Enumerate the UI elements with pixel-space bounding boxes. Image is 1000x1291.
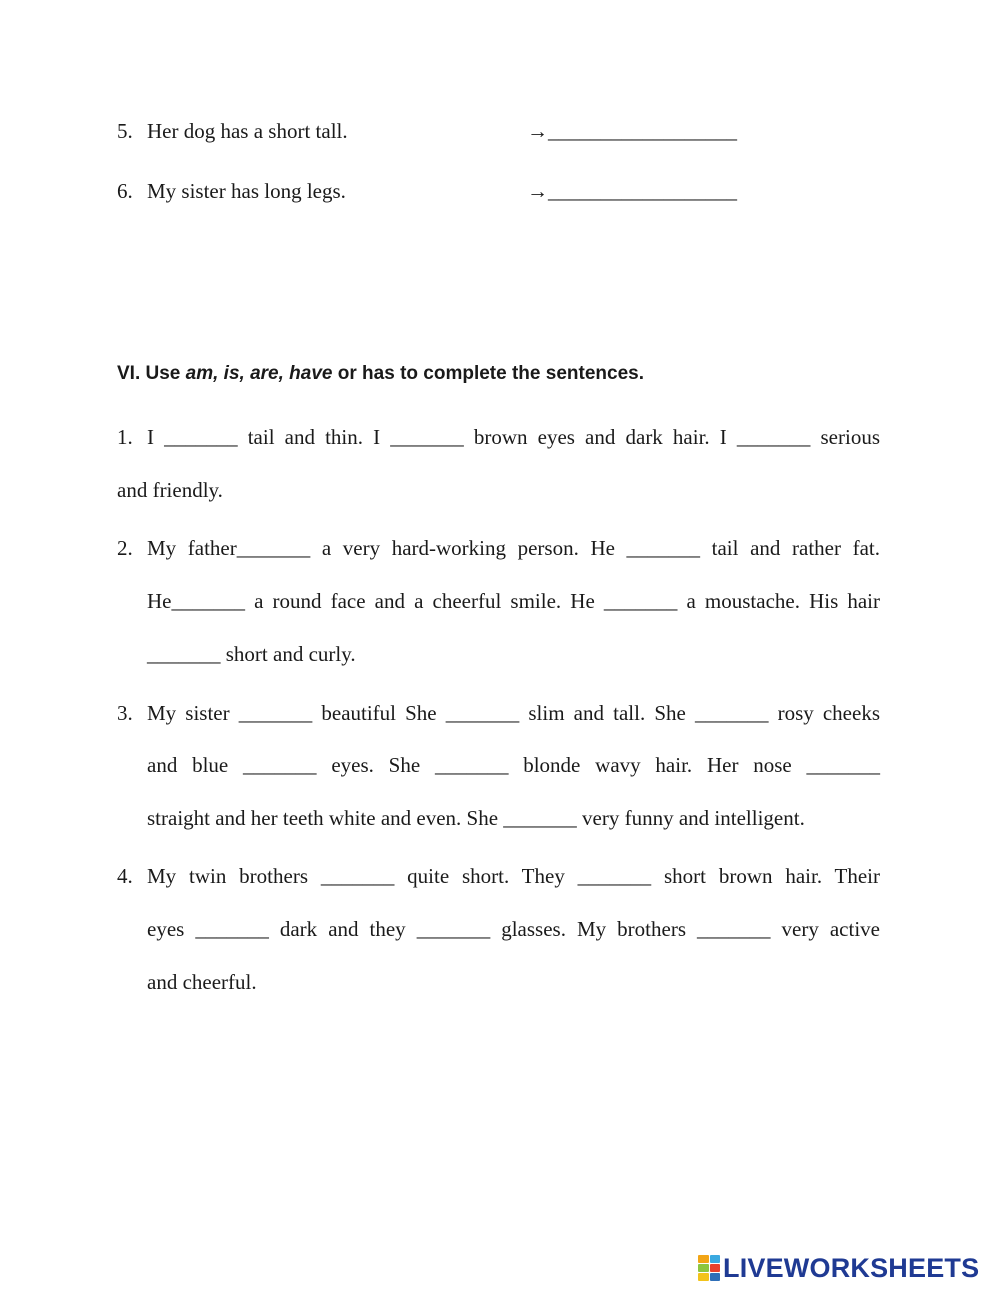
item-text: Her dog has a short tall. [147, 119, 348, 143]
heading-prefix: VI. Use [117, 363, 186, 384]
exercise-line[interactable]: _______ short and curly. [147, 642, 356, 666]
exercise-line[interactable]: My twin brothers _______ quite short. They _______ short brown hair. Their [147, 864, 880, 888]
logo-blocks-icon [698, 1255, 720, 1281]
heading-keyword-has: has [362, 363, 395, 384]
item-text: My sister has long legs. [147, 179, 346, 203]
logo-block [698, 1255, 709, 1263]
logo-block [710, 1255, 721, 1263]
liveworksheets-logo [698, 1253, 979, 1283]
exercise-line[interactable]: eyes _______ dark and they _______ glasses. My brothers _______ very active [147, 917, 880, 941]
item-number: 5. [117, 119, 133, 143]
exercise-line[interactable]: and blue _______ eyes. She _______ blonde wavy hair. Her nose _______ [147, 753, 880, 777]
heading-keywords: am, is, are, have [185, 363, 333, 384]
heading-suffix: to complete the sentences. [394, 363, 644, 384]
exercise-line: and cheerful. [147, 970, 257, 994]
logo-block [710, 1264, 721, 1272]
exercise-number: 2. [117, 536, 133, 560]
exercise-number: 1. [117, 425, 133, 449]
logo-text: LIVEWORKSHEETS [723, 1253, 980, 1283]
answer-blank[interactable]: →__________________ [527, 179, 737, 203]
exercise-number: 3. [117, 701, 133, 725]
exercise-line[interactable]: straight and her teeth white and even. She _______ very funny and intelligent. [147, 806, 805, 830]
answer-blank[interactable]: →__________________ [527, 119, 737, 143]
logo-block [698, 1273, 709, 1281]
logo-block [710, 1273, 721, 1281]
exercise-line[interactable]: My sister _______ beautiful She _______ slim and tall. She _______ rosy cheeks [147, 701, 880, 725]
exercise-line[interactable]: He_______ a round face and a cheerful smile. He _______ a moustache. His hair [147, 589, 880, 613]
logo-block [698, 1264, 709, 1272]
exercise-number: 4. [117, 864, 133, 888]
section-heading [117, 361, 644, 387]
exercise-line[interactable]: My father_______ a very hard-working person. He _______ tail and rather fat. [147, 536, 880, 560]
heading-middle: or [332, 363, 363, 384]
exercise-line: and friendly. [117, 478, 223, 502]
item-number: 6. [117, 179, 133, 203]
exercise-line[interactable]: I _______ tail and thin. I _______ brown eyes and dark hair. I _______ serious [147, 425, 880, 449]
